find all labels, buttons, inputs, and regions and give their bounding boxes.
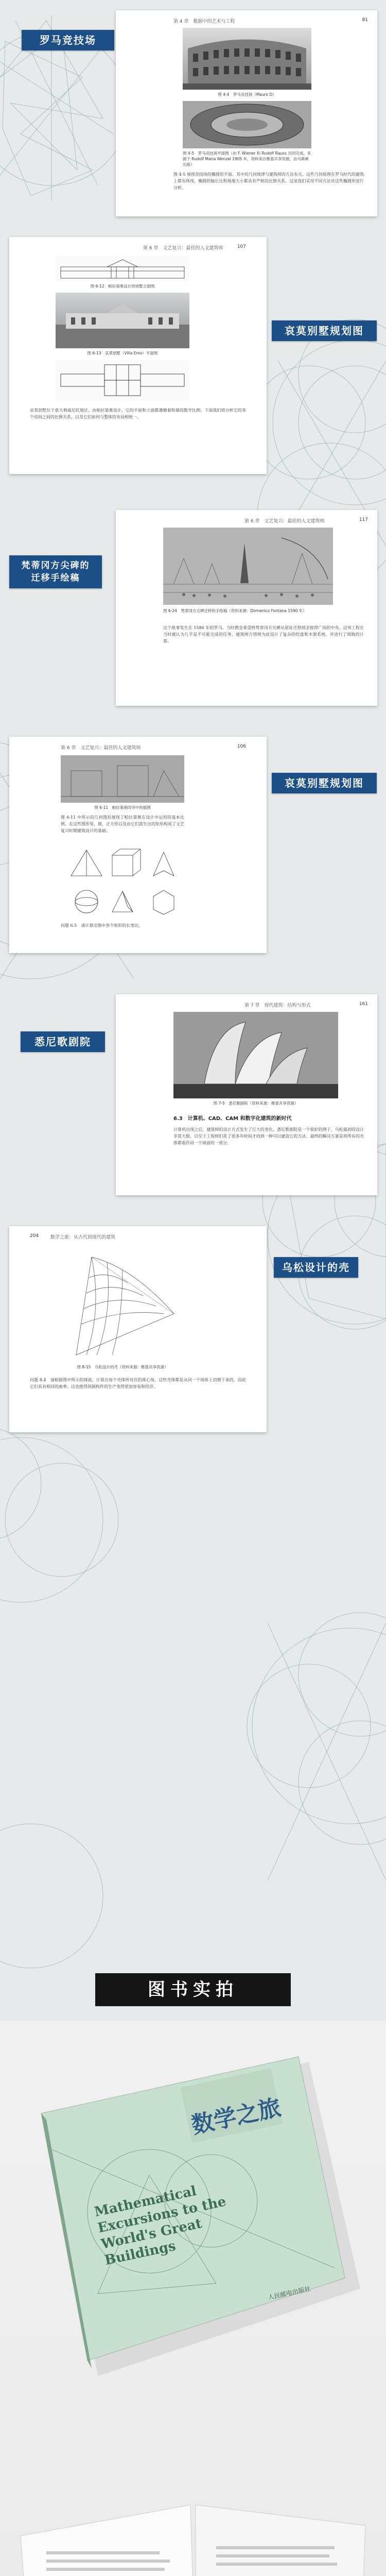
sydney-opera-illustration <box>173 1012 338 1098</box>
label-villa-plan: 哀莫别墅规划图 <box>272 320 377 341</box>
engraving-illustration <box>61 755 184 803</box>
sydney-opera-photo <box>173 1012 338 1098</box>
obelisk-drawing <box>163 528 333 605</box>
book-page-sydney-opera <box>116 994 377 1195</box>
villa-elevation-drawing <box>56 256 189 281</box>
villa-photo <box>56 293 189 348</box>
page-header: 第 6 章 文艺复兴：最佳的人文建筑师 <box>143 246 223 251</box>
book-photos-section <box>0 2021 386 2576</box>
page-header: 数学之旅：从古代到现代的建筑 <box>50 1235 116 1240</box>
label-sydney-opera: 悉尼歌剧院 <box>21 1031 105 1052</box>
page-number: 106 <box>237 744 246 749</box>
figure-caption: 图 4-5 罗马竞技场平面图（由 F. Wiener 和 Rudolf Rauss 共同完成，来源于 Rudolf Maria Wenzel 1905 年，资料来自维基共享资源，由马斯顿出版） <box>183 151 311 167</box>
villa-plan-illustration <box>56 360 189 401</box>
body-text: 图 4-5 展现竞技场的椭圆形平面。其中的几何规律与建筑师的方法有关。这些几何原理在罗马时代的建筑上都有体现，椭圆的轴长比和场地大小都具有严格的比例关系。这里我们采用不同方法对这些椭圆形进行分析。 <box>173 172 364 190</box>
open-book-photo-1 <box>10 2474 376 2576</box>
book-page-villa-geometry <box>9 737 267 953</box>
label-colosseum: 罗马竞技场 <box>22 30 114 50</box>
page-number: 204 <box>30 1233 39 1239</box>
page-header: 第 4 章 数据中的艺术与工程 <box>173 19 235 24</box>
figure-caption: 图 8-15 乌松设计的壳（资料来源：维基共享资源） <box>77 1365 168 1369</box>
page-number: 107 <box>237 244 246 249</box>
engraving-drawing <box>61 755 184 803</box>
publisher-label: 人民邮电出版社 <box>267 2285 311 2301</box>
page-number: 161 <box>359 1002 368 1007</box>
body-text: 问题 8.4 请根据图中所示的球面，计算出每个壳体所对应的球心角。这些壳体都是从同一个球体上切割下来的，因此它们具有相同的曲率。这也使得预制构件的生产变得更加容易和经济。 <box>30 1378 246 1389</box>
label-line-1: 梵蒂冈方尖碑的 <box>21 561 90 571</box>
book-title: 数学之旅 <box>189 2094 284 2139</box>
page-header: 第 6 章 文艺复兴：最佳的人文建筑师 <box>61 745 141 751</box>
shell-diagram <box>61 1247 184 1360</box>
body-text: 计算机出现之后，建筑师的设计方式发生了巨大的变化。悉尼歌剧院是一个很好的例子，乌松最初的设计非常大胆，以至于工程师们花了很多年时间才找到一种可以建造它的方法。最终的解决方案是将所有的壳体都看作同一个球面的一部分。 <box>173 1127 364 1145</box>
book-page-colosseum <box>116 10 377 216</box>
colosseum-illustration <box>183 28 311 90</box>
book-page-villa-plan <box>9 237 267 474</box>
obelisk-illustration <box>163 528 333 605</box>
villa-floor-plan <box>56 360 189 401</box>
villa-photo-illustration <box>56 293 189 348</box>
villa-elevation-illustration <box>56 256 189 281</box>
colosseum-plan-photo <box>183 101 311 148</box>
figure-caption: 图 7-5 悉尼歌剧院（资料来源：维基共享资源） <box>213 1101 299 1106</box>
label-obelisk-sketch <box>9 555 102 588</box>
figure-caption: 图 6-24 梵蒂冈方尖碑迁移的手绘稿（资料来源：Domenico Fontana 1590 年） <box>163 608 307 613</box>
geometric-solids-diagram <box>61 845 184 917</box>
colosseum-photo <box>183 28 311 90</box>
question-text: 问题 6.5 请计算出图中各个矩形的长宽比。 <box>61 923 143 928</box>
label-villa-plan-2: 哀莫别墅规划图 <box>272 773 377 793</box>
page-number: 81 <box>362 18 368 23</box>
colosseum-plan-illustration <box>183 101 311 148</box>
body-text: 图 6-11 中所示的几何图形展现了帕拉第奥在设计中运用的基本比例。在这些图形里，圆、正方形以及由它们派生出的矩形构成了文艺复兴时期建筑设计的基础。 <box>61 815 184 833</box>
section-heading: 6.3 计算机、CAD、CAM 和数字化建筑的新时代 <box>173 1116 292 1122</box>
figure-caption: 图 4-4 罗马竞技场（Mauro D） <box>218 92 276 97</box>
figure-caption: 图 6-13 哀莫别墅（Villa Emo）平面图 <box>87 351 158 355</box>
page-number: 117 <box>359 517 368 522</box>
page-header: 第 6 章 文艺复兴：最佳的人文建筑师 <box>244 519 325 524</box>
book-english-title: Mathematical Excursions to the World's Great Buildings <box>93 2183 228 2268</box>
body-text: 这个故事发生在 1586 年的罗马。当时教皇希望将梵蒂冈方尖碑从原址迁移到圣彼得广场的中央。这项工程在当时被认为几乎是不可能完成的任务，建筑师方塔纳为此设计了复杂的绞盘和木架系统，并进行了细致的计算。 <box>163 625 364 643</box>
figure-caption: 图 6-12 帕拉第奥设计的别墅立面图 <box>90 284 155 289</box>
body-text: 哀莫别墅位于意大利威尼托地区，由帕拉第奥设计，它的平面和立面都遵循着和谐的数学比例。下面我们将分析它的各个房间之间的比例关系，以及它们如何与整体的布局相统一。 <box>30 408 246 419</box>
book-page-obelisk <box>116 510 377 706</box>
page-header: 第 7 章 现代建筑：结构与形式 <box>244 1003 311 1008</box>
figure-caption: 图 6-11 帕拉第奥四书中的插图 <box>94 805 151 810</box>
book-page-shell <box>9 1226 267 1432</box>
section-banner: 图书实拍 <box>95 1973 291 2006</box>
label-line-2: 迁移手绘稿 <box>31 573 80 583</box>
label-shell-design: 乌松设计的壳 <box>274 1257 358 1278</box>
